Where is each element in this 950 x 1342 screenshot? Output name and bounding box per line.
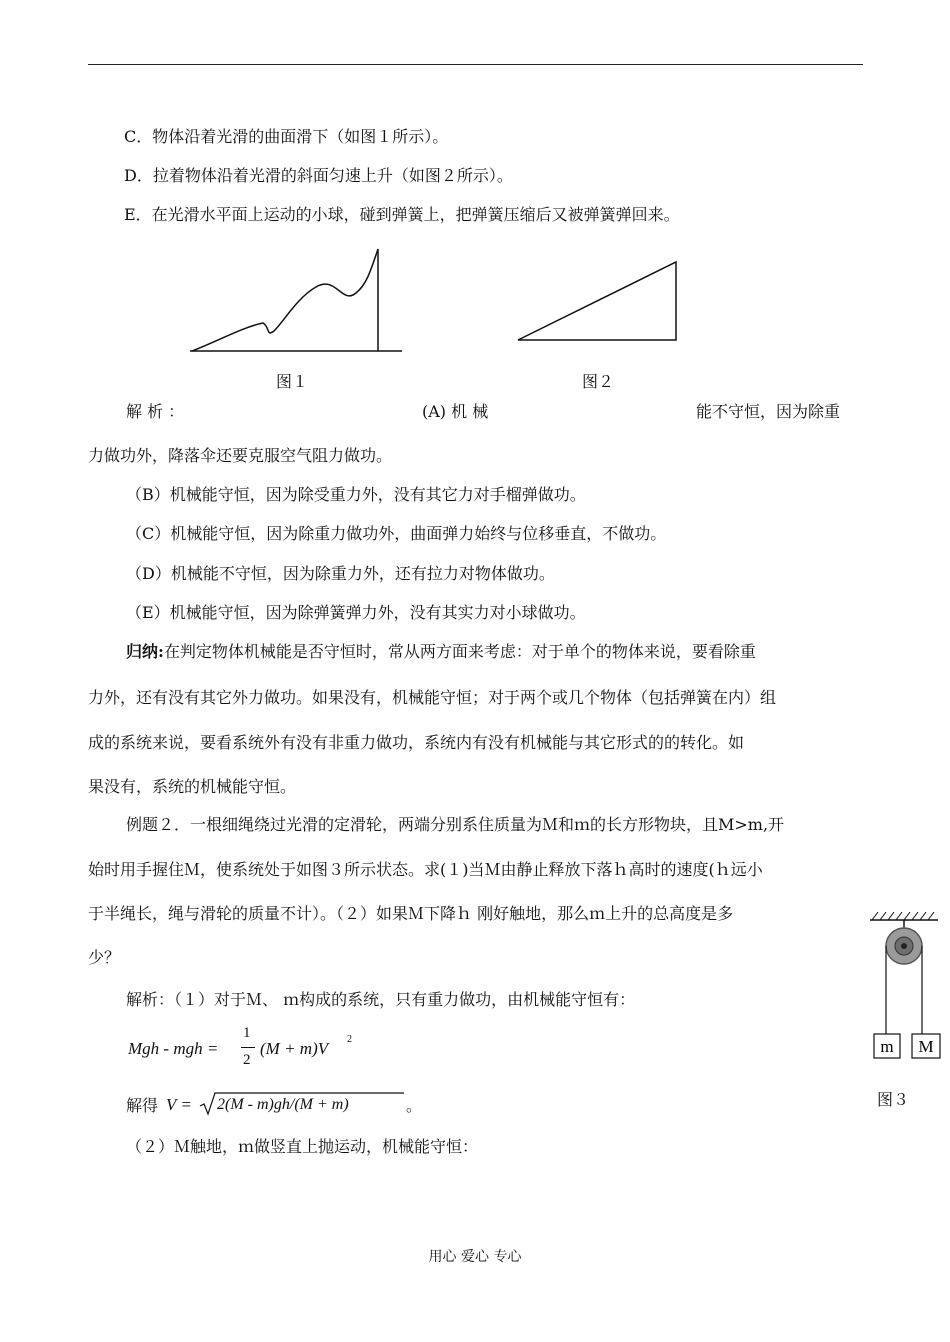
fig3-label-m: m <box>880 1037 894 1056</box>
analysis-a-part2: 能不守恒，因为除重 <box>696 402 841 421</box>
example-line-4: 少？ <box>88 948 121 967</box>
equation-1-exponent: 2 <box>347 1034 352 1045</box>
figure-3-pulley <box>864 908 944 1060</box>
analysis-label: 解 析 ： <box>126 402 185 421</box>
equation-2-radicand: 2(M - m)gh/(M + m) <box>217 1096 349 1113</box>
solution-line-1: 解析：（１）对于Ｍ、 ｍ构成的系统，只有重力做功，由机械能守恒有： <box>126 990 636 1009</box>
analysis-a-part1: (A) 机 械 <box>422 402 489 421</box>
figure-3-caption: 图３ <box>877 1090 910 1109</box>
summary-line-3: 成的系统来说，要看系统外有没有非重力做功，系统内有没有机械能与其它形式的的转化。如 <box>88 733 745 752</box>
figure-1-curved-surface <box>188 245 408 357</box>
page-footer: 用心 爱心 专心 <box>428 1249 522 1265</box>
analysis-d: （D）机械能不守恒，因为除重力外，还有拉力对物体做功。 <box>126 564 555 583</box>
fig3-label-M: M <box>918 1037 934 1056</box>
equation-2-end: 。 <box>406 1096 423 1115</box>
analysis-c: （C）机械能守恒，因为除重力做功外，曲面弹力始终与位移垂直，不做功。 <box>126 524 667 543</box>
example-line-2: 始时用手握住Ｍ，使系统处于如图３所示状态。求(１)当Ｍ由静止释放下落ｈ高时的速度(ｈ远小 <box>88 860 763 879</box>
summary-text-1: 在判定物体机械能是否守恒时，常从两方面来考虑：对于单个的物体来说，要看除重 <box>163 642 756 661</box>
option-e: E．在光滑水平面上运动的小球，碰到弹簧上，把弹簧压缩后又被弹簧弹回来。 <box>124 205 680 224</box>
option-d: D．拉着物体沿着光滑的斜面匀速上升（如图２所示）。 <box>124 166 513 185</box>
analysis-a-continued: 力做功外，降落伞还要克服空气阻力做功。 <box>88 446 393 465</box>
analysis-b: （B）机械能守恒，因为除受重力外，没有其它力对手榴弹做功。 <box>126 485 586 504</box>
summary-line-4: 果没有，系统的机械能守恒。 <box>88 777 297 796</box>
equation-2-left: V = <box>166 1095 192 1114</box>
header-rule <box>88 64 863 65</box>
summary-line-2: 力外，还有没有其它外力做功。如果没有，机械能守恒；对于两个或几个物体（包括弹簧在内）组 <box>88 688 777 707</box>
equation-1-fraction-bar <box>241 1047 255 1048</box>
equation-1-denominator: 2 <box>243 1052 251 1068</box>
equation-1-left: Mgh - mgh = <box>128 1039 219 1058</box>
analysis-e: （E）机械能守恒，因为除弹簧弹力外，没有其实力对小球做功。 <box>126 603 586 622</box>
option-c: C．物体沿着光滑的曲面滑下（如图１所示）。 <box>124 127 449 146</box>
solve-prefix: 解得 <box>126 1096 159 1115</box>
figure-2-incline <box>516 260 682 344</box>
example-line-3: 于半绳长，绳与滑轮的质量不计）。（２）如果Ｍ下降ｈ 刚好触地，那么ｍ上升的总高度是多 <box>88 904 734 923</box>
summary-line-1 <box>126 642 756 662</box>
solution-line-2: （２）Ｍ触地，ｍ做竖直上抛运动，机械能守恒： <box>126 1137 479 1156</box>
equation-1-numerator: 1 <box>243 1025 251 1041</box>
equation-1-right: (M + m)V <box>260 1039 329 1058</box>
figure-2-caption: 图２ <box>582 372 615 391</box>
summary-label: 归纳: <box>126 642 164 661</box>
figure-1-caption: 图１ <box>276 372 309 391</box>
example-line-1: 例题２．一根细绳绕过光滑的定滑轮，两端分别系住质量为Ｍ和ｍ的长方形物块，且M>m,开 <box>126 815 785 834</box>
